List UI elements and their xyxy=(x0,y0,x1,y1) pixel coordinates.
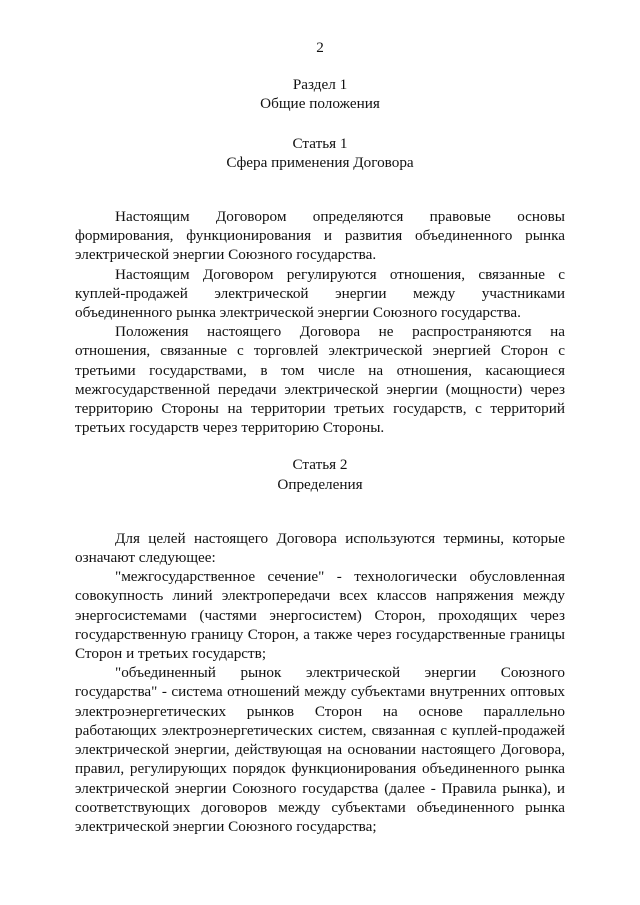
article-2-heading xyxy=(75,455,565,493)
article-1-paragraph: Положения настоящего Договора не распространяются на отношения, связанные с торговлей электрической энергией Сторон с третьими государствами, в том числе на отношения, касающиеся межгосударственной передачи электрической энергии (мощности) через территорию Стороны на территории третьих государств, с территорий третьих государств через территорию Стороны. xyxy=(75,323,565,437)
section-title: Общие положения xyxy=(260,95,380,113)
article-2-paragraph: "объединенный рынок электрической энергии Союзного государства" - система отношений между субъектами внутренних оптовых электроэнергетических рынков Сторон на основе параллельно работающих электроэнергетических систем, связанная с куплей-продажей электрической энергии, действующая на основании настоящего Договора, правил, регулирующих порядок функционирования объединенного рынка электрической энергии Союзного государства (далее - Правила рынка), и соответствующих договоров между субъектами объединенного рынка электрической энергии Союзного государства; xyxy=(75,664,565,835)
section-heading xyxy=(75,75,565,113)
article-1-number: Статья 1 xyxy=(292,134,348,152)
article-2-title: Определения xyxy=(277,475,363,493)
article-1-heading xyxy=(75,134,565,172)
article-2-paragraph: Для целей настоящего Договора используются термины, которые означают следующее: xyxy=(75,529,565,567)
article-1-paragraph: Настоящим Договором регулируются отношения, связанные с куплей-продажей электрической энергии между участниками объединенного рынка электрической энергии Союзного государства. xyxy=(75,265,565,322)
section-number: Раздел 1 xyxy=(292,76,348,94)
page-number: 2 xyxy=(316,39,324,56)
document-page xyxy=(75,38,565,836)
article-1-body xyxy=(75,207,565,437)
article-2-paragraph: "межгосударственное сечение" - технологически обусловленная совокупность линий электропередачи всех классов напряжения между энергосистемами (частями энергосистем) Сторон, проходящих через государственную границу Сторон, а также через государственные границы Сторон и третьих государств; xyxy=(75,568,565,663)
article-1-paragraph: Настоящим Договором определяются правовые основы формирования, функционирования и развития объединенного рынка электрической энергии Союзного государства. xyxy=(75,208,565,264)
article-1-title: Сфера применения Договора xyxy=(226,153,414,171)
article-2-number: Статья 2 xyxy=(292,456,348,474)
article-2-body xyxy=(75,529,565,836)
